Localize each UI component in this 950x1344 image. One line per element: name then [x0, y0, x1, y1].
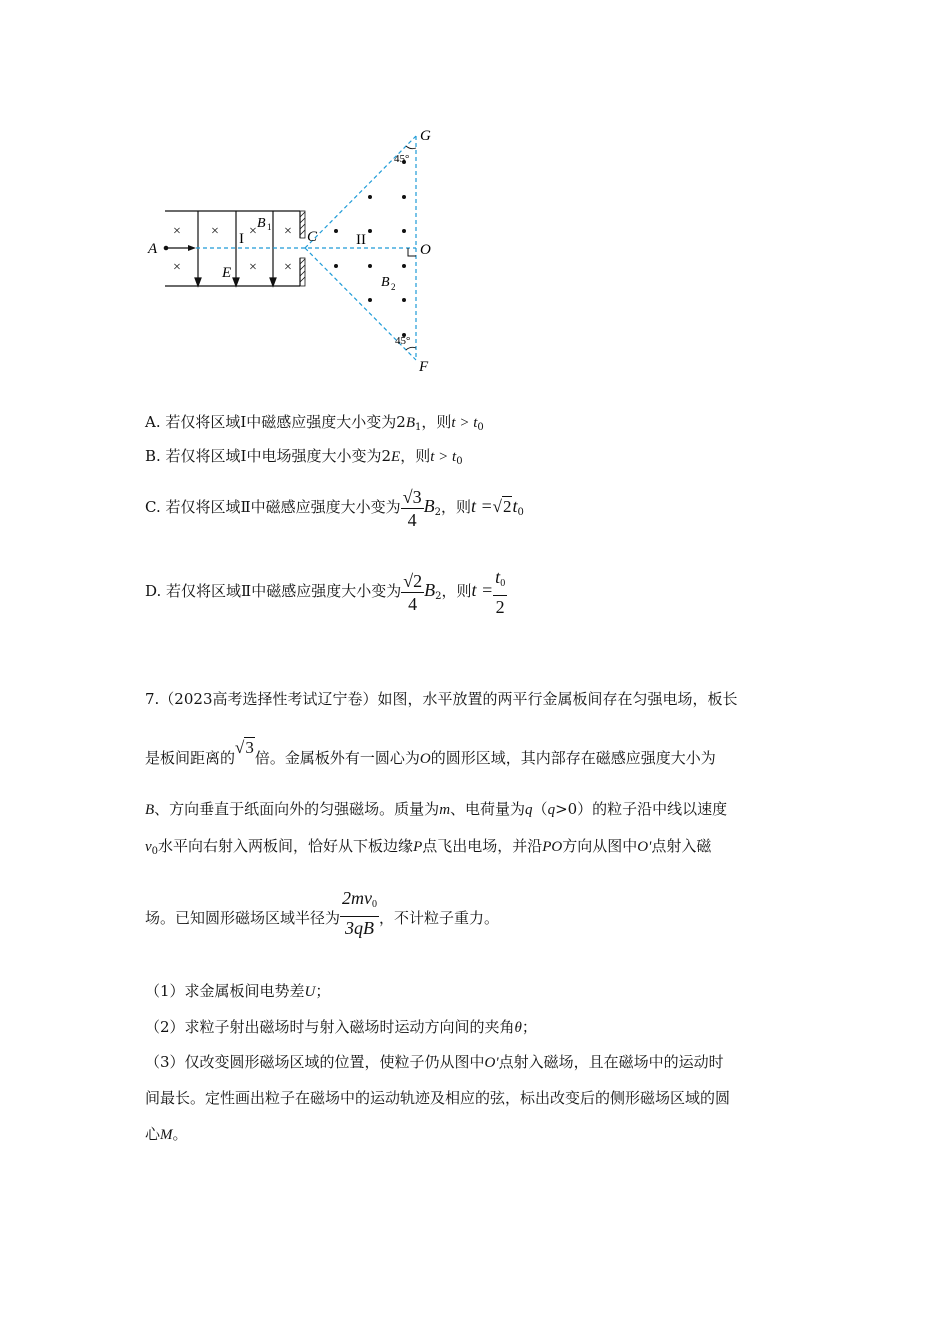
label-G: G [420, 128, 431, 144]
label-angle-top: 45° [394, 153, 410, 165]
svg-text:1: 1 [267, 222, 272, 232]
label-E: E [222, 265, 232, 281]
label-region-1: I [239, 231, 244, 247]
question7-line1: 7.（2023高考选择性考试辽宁卷）如图，水平放置的两平行金属板间存在匀强电场，板长 [145, 690, 738, 708]
label-C: C [307, 229, 318, 245]
svg-text:×: × [284, 224, 292, 239]
fraction-t0-over-2: $\frac{t_0}{2}$ [495, 567, 506, 617]
svg-text:×: × [173, 260, 181, 275]
option-b: B. 若仅将区域Ⅰ中电场强度大小变为2E，则$t > t_0$ [145, 447, 463, 467]
fraction-radius: $\frac{2mv_0}{3qB}$ [342, 888, 378, 938]
option-c: C. 若仅将区域Ⅱ中磁感应强度大小变为 $\frac{√3}{4}$ $B_2$，则$t =√2t_0$ [145, 486, 524, 530]
physics-diagram [140, 120, 440, 380]
label-F: F [419, 359, 429, 375]
svg-text:×: × [173, 224, 181, 239]
sub-question-3-line2: 间最长。定性画出粒子在磁场中的运动轨迹及相应的弦，标出改变后的侧形磁场区域的圆 [145, 1089, 731, 1107]
label-angle-bottom: 45° [395, 335, 411, 347]
label-O: O [420, 242, 431, 258]
fraction-sqrt3-over-4: $\frac{√3}{4}$ [402, 486, 422, 530]
svg-text:2: 2 [391, 282, 396, 292]
svg-text:×: × [211, 224, 219, 239]
label-B2: B [381, 275, 390, 290]
sub-question-3-line1: （3）仅改变圆形磁场区域的位置，使粒子仍从图中O'点射入磁场，且在磁场中的运动时 [145, 1053, 724, 1071]
question7-line4: $v_0$水平向右射入两板间，恰好从下板边缘P点飞出电场，并沿PO方向从图中O'点射入磁 [145, 837, 712, 857]
svg-text:×: × [249, 224, 257, 239]
dashed-lines [196, 136, 416, 360]
fraction-sqrt2-over-4: $\frac{√2}{4}$ [403, 570, 423, 614]
sub-question-3-line3: 心M。 [145, 1125, 188, 1143]
question7-line2: 是板间距离的√3倍。金属板外有一圆心为O的圆形区域，其内部存在磁感应强度大小为 [145, 738, 716, 767]
svg-text:×: × [284, 260, 292, 275]
label-region-2: II [356, 232, 366, 248]
label-B1: B [257, 216, 266, 231]
question7-line3: B、方向垂直于纸面向外的匀强磁场。质量为m、电荷量为q（q>0）的粒子沿中线以速度 [145, 800, 728, 818]
svg-text:×: × [249, 260, 257, 275]
option-d: D. 若仅将区域Ⅱ中磁感应强度大小变为 $\frac{√2}{4}$ $B_2$，则t = $\frac{t_0}{2}$ [145, 567, 506, 617]
label-A: A [148, 241, 158, 257]
option-a: A. 若仅将区域Ⅰ中磁感应强度大小变为$2B_1$，则$t > t_0$ [145, 413, 484, 433]
question7-line5: 场。已知圆形磁场区域半径为 $\frac{2mv_0}{3qB}$ ，不计粒子重力。 [145, 888, 500, 938]
sub-question-2: （2）求粒子射出磁场时与射入磁场时运动方向间的夹角θ； [145, 1018, 537, 1036]
sub-question-1: （1）求金属板间电势差U； [145, 982, 331, 1000]
